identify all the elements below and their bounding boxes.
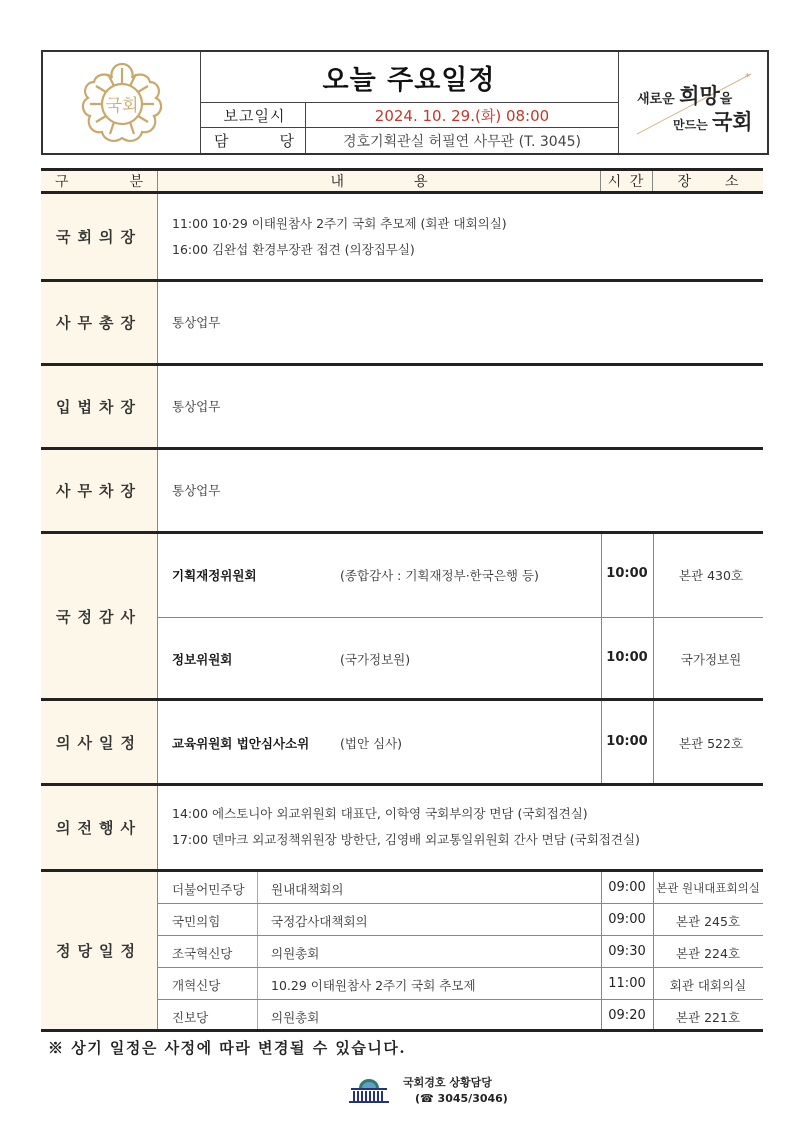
agenda-time: 10:00 bbox=[606, 734, 648, 749]
party-place: 본관 221호 bbox=[675, 1010, 741, 1025]
category-parties: 정당일정 bbox=[41, 872, 158, 1029]
row-administrative-deputy bbox=[41, 447, 763, 531]
emblem-cell bbox=[43, 52, 201, 153]
svg-text:*: * bbox=[745, 72, 750, 83]
page-title: 오늘 주요일정 bbox=[200, 52, 618, 103]
svg-text:국회: 국회 bbox=[105, 95, 138, 116]
footer-contact bbox=[345, 1072, 525, 1112]
party-time: 09:00 bbox=[608, 880, 646, 895]
contact-label: 담 당 bbox=[200, 128, 306, 153]
party-name: 조국혁신당 bbox=[172, 946, 233, 961]
speaker-schedule-1: 11:00 10·29 이태원참사 2주기 국회 추모제 (회관 대회의실) bbox=[172, 216, 507, 231]
party-place: 회관 대회의실 bbox=[669, 978, 747, 993]
party-name: 진보당 bbox=[172, 1010, 209, 1025]
audit-time-2: 10:00 bbox=[606, 650, 648, 665]
party-name: 더불어민주당 bbox=[172, 882, 245, 897]
disclaimer-note: ※ 상기 일정은 사정에 따라 변경될 수 있습니다. bbox=[48, 1039, 407, 1057]
category-secretary-general: 사무총장 bbox=[41, 282, 158, 363]
national-assembly-emblem-icon bbox=[74, 58, 170, 148]
column-header-category: 구 분 bbox=[41, 171, 158, 191]
party-place: 본관 245호 bbox=[675, 914, 741, 929]
report-date-row bbox=[200, 103, 618, 128]
category-ceremony: 의전행사 bbox=[41, 786, 158, 869]
audit-place-1: 본관 430호 bbox=[678, 568, 744, 583]
category-agenda: 의사일정 bbox=[41, 701, 158, 783]
footer-phone: (☎ 3045/3046) bbox=[415, 1092, 508, 1105]
column-header-place: 장 소 bbox=[677, 174, 739, 190]
row-ceremony bbox=[41, 783, 763, 869]
speaker-schedule-2: 16:00 김완섭 환경부장관 접견 (의장집무실) bbox=[172, 242, 415, 257]
party-event: 의원총회 bbox=[271, 946, 320, 961]
agenda-committee: 교육위원회 법안심사소위 bbox=[172, 736, 310, 751]
column-header-content: 내 용 bbox=[158, 171, 601, 191]
audit-detail-1: (종합감사 : 기획재정부·한국은행 등) bbox=[340, 568, 539, 583]
audit-detail-2: (국가정보원) bbox=[340, 652, 411, 667]
party-event: 국정감사대책회의 bbox=[271, 914, 368, 929]
report-date-label: 보고일시 bbox=[200, 103, 306, 127]
party-place: 본관 원내대표회의실 bbox=[656, 881, 760, 895]
row-parties bbox=[41, 869, 763, 1032]
row-speaker bbox=[41, 194, 763, 279]
category-legislative-deputy: 입법차장 bbox=[41, 366, 158, 447]
row-secretary-general bbox=[41, 279, 763, 363]
report-date-value: 2024. 10. 29.(화) 08:00 bbox=[374, 106, 550, 125]
column-header-time: 시 간 bbox=[601, 171, 653, 191]
slogan-logo bbox=[631, 72, 759, 136]
party-place: 본관 224호 bbox=[675, 946, 741, 961]
secretary-general-text: 통상업무 bbox=[172, 315, 221, 330]
audit-committee-1: 기획재정위원회 bbox=[172, 568, 257, 583]
slogan-line-2: 만드는 국회 bbox=[673, 110, 753, 134]
party-time: 11:00 bbox=[608, 976, 646, 991]
row-legislative-deputy bbox=[41, 363, 763, 447]
party-time: 09:30 bbox=[608, 944, 646, 959]
row-agenda bbox=[41, 698, 763, 783]
audit-time-1: 10:00 bbox=[606, 566, 648, 581]
party-time: 09:00 bbox=[608, 912, 646, 927]
slogan-line-1: 새로운 희망을 bbox=[637, 84, 733, 108]
footer-org: 국회경호 상황담당 bbox=[403, 1076, 492, 1089]
agenda-place: 본관 522호 bbox=[678, 736, 744, 751]
party-event: 원내대책회의 bbox=[271, 882, 344, 897]
document-header bbox=[41, 50, 769, 155]
party-event: 의원총회 bbox=[271, 1010, 320, 1025]
agenda-detail: (법안 심사) bbox=[340, 736, 403, 751]
party-name: 개혁신당 bbox=[172, 978, 221, 993]
audit-committee-2: 정보위원회 bbox=[172, 652, 233, 667]
ceremony-schedule-2: 17:00 덴마크 외교정책위원장 방한단, 김영배 외교통일위원회 간사 면담 (국회접견실) bbox=[172, 832, 640, 847]
row-audit bbox=[41, 531, 763, 698]
legislative-deputy-text: 통상업무 bbox=[172, 399, 221, 414]
slogan-cell bbox=[618, 52, 768, 153]
category-administrative-deputy: 사무차장 bbox=[41, 450, 158, 531]
title-block bbox=[200, 52, 618, 153]
ceremony-schedule-1: 14:00 에스토니아 외교위원회 대표단, 이학영 국회부의장 면담 (국회접견실) bbox=[172, 806, 588, 821]
party-event: 10.29 이태원참사 2주기 국회 추모제 bbox=[271, 978, 476, 993]
category-speaker: 국회의장 bbox=[41, 194, 158, 279]
table-header-row bbox=[41, 168, 763, 194]
audit-place-2: 국가정보원 bbox=[680, 652, 742, 667]
party-time: 09:20 bbox=[608, 1008, 646, 1023]
administrative-deputy-text: 통상업무 bbox=[172, 483, 221, 498]
contact-value: 경호기획관실 허필연 사무관 (T. 3045) bbox=[343, 133, 581, 150]
assembly-building-icon bbox=[345, 1076, 393, 1106]
contact-row bbox=[200, 128, 618, 153]
category-audit: 국정감사 bbox=[41, 534, 158, 698]
party-name: 국민의힘 bbox=[172, 914, 221, 929]
